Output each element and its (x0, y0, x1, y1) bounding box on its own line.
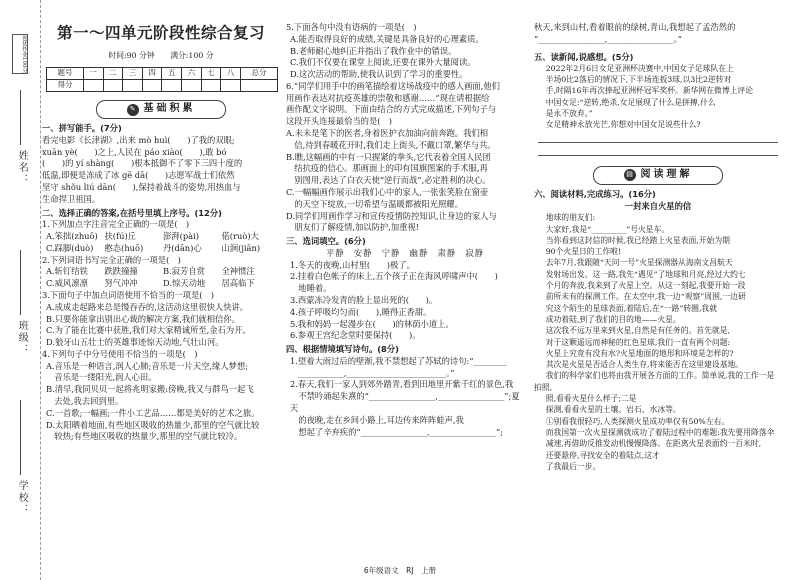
option: D.这次活动的帮助,使我认识到了学习的重要性。 (290, 69, 468, 80)
option: 山涧(jiān) (221, 242, 261, 253)
question-3: 3.下面句子中加点词语使用不恰当的一项是( ) (42, 290, 215, 300)
letter-line: 火星上究竟有没有水?火星地面的地形和环境是怎样的? (545, 348, 734, 358)
score-row (47, 80, 278, 92)
letter-line: 其次是火星是否适合人类生存,将来能否在这里建设基地。 (545, 360, 744, 370)
letter-line: 减速,再借助反推发动机慢慢降落。在距离火星表面约一百米时, (545, 439, 762, 449)
answer-line-1 (538, 130, 778, 143)
question-6-line: D.同学们用画作学习和宣传疫情防控知识,让身边的家人与 (286, 210, 497, 221)
question-2: 2.下列词语书写完全正确的一项是( ) (42, 254, 181, 265)
section-4-title: 四、根据情境填写诗句。(8分) (286, 344, 399, 355)
option: C.威风凛凛 (46, 278, 88, 289)
score-cell (221, 80, 241, 92)
brand-stamp: 创优作业100分 (12, 34, 28, 74)
news-line: 手,时隔16年再次捧起亚洲杯冠军奖杯。新华网在微博上评论 (545, 86, 754, 96)
score-cell (162, 80, 182, 92)
option: B.老师耐心地纠正并指出了我作业中的错误。 (290, 45, 457, 56)
letter-title: 一封来自火星的信 (624, 200, 692, 211)
score-header-cell: 一 (83, 68, 103, 80)
school-label: 学校： (16, 480, 28, 516)
question-6-line: 这段开头连接最恰当的是( ) (286, 116, 393, 127)
name-line (20, 90, 21, 145)
pinyin-line: ( )的 yí shàng( )根本抵御不了零下三四十度的 (42, 158, 243, 169)
letter-line: 个月的奔波,我来到了火星上空。从这一刻起,我要开始一段 (545, 281, 746, 291)
option: C.我们不仅要在课堂上阅读,还要在课外大量阅读。 (290, 57, 476, 68)
question-6-line: 别图用,表达了白衣天使“逆行而战”,必定胜利的决心。 (286, 175, 491, 186)
question-6-line: 的天空下绽放,一切希望与温暖都被阳光照耀。 (286, 198, 463, 209)
question-5: 5.下面各句中没有语病的一项是( ) (286, 22, 417, 32)
question-6-line: B.瞧,这幅画的中有一只握紧的拳头,它代表着全国人民团 (286, 151, 491, 162)
poem-item: 的夜晚,走在乡间小路上,耳边传来阵阵蛙声,我 (290, 414, 464, 425)
score-cell (142, 80, 162, 92)
score-header-cell: 二 (103, 68, 123, 80)
left-column (42, 0, 280, 443)
option-row (42, 266, 280, 278)
option: 去处,我去回到里。 (46, 396, 124, 407)
option: B.只要你能拿出别出心裁的解决方案,我们就相信你。 (46, 313, 240, 324)
section-5-question: 女足精神永放光芒,你想对中国女足说些什么? (545, 119, 701, 129)
question-6 (286, 81, 524, 234)
option: 扶(fú)丘 (104, 231, 136, 242)
fill-item: 2.挂着白色帐子的床上,五个孩子正在海风呼啸声中( ) (290, 271, 498, 282)
score-header-cell: 四 (142, 68, 162, 80)
letter-line: 了我最后一步。 (545, 461, 601, 471)
option: 憨态(huō) (104, 242, 144, 253)
class-label: 班级： (16, 320, 28, 356)
letter-line: 这次我不远万里来到火星,自然是有任务的。首先就是, (545, 326, 730, 336)
letter-line: 究这个陌生的星球表面,着陆后,在“一路”转圈,我就 (545, 303, 718, 313)
pinyin-line: 生命捍卫祖国。 (42, 193, 101, 204)
score-header-cell: 七 (201, 68, 221, 80)
option: 丹(dān)心 (163, 242, 202, 253)
word-bank: 平静 安静 宁静 幽静 肃静 寂静 (325, 247, 485, 258)
news-line: 中国女足:“逆转,绝杀,女足展现了什么是拼搏,什么 (545, 97, 716, 107)
score-header-cell: 八 (221, 68, 241, 80)
exam-meta: 时间:90 分钟 满分:100 分 (108, 51, 214, 60)
letter-line: 大家好,我是“_________”号火星车。 (545, 224, 670, 234)
question-4-options (42, 361, 280, 443)
letter-line: 90个火星日的工作啦! (545, 247, 622, 257)
section-2-title: 二、选择正确的答案,在括号里填上序号。(12分) (42, 207, 222, 218)
question-5-options (286, 34, 524, 81)
binding-strip (0, 0, 41, 580)
score-header-cell: 总分 (240, 68, 277, 80)
banner-label: 阅读理解 (640, 169, 693, 181)
score-header-cell: 三 (123, 68, 143, 80)
answer-line-2 (538, 143, 778, 156)
news-text (534, 63, 782, 118)
question-2-options (42, 266, 280, 290)
option: A.音乐是一种语言,润人心肺;音乐是一片天空,缘人梦想; (46, 360, 249, 371)
question-3-options (42, 302, 280, 349)
option: D.太阳晒着地面,有些地区吸收的热量少,那里的空气就比较 (46, 419, 260, 430)
middle-column (286, 22, 524, 438)
score-header-row (47, 68, 278, 80)
section-1-text (42, 135, 280, 206)
right-column (534, 22, 782, 472)
school-line (20, 400, 21, 475)
option: A.成成走起路来总是慢吞吞的,这活动这里很快人快讲。 (46, 301, 249, 312)
option: 全神惯注 (221, 266, 255, 277)
letter-line: 探测,看看火星的土壤、岩石、水冰等。 (545, 405, 681, 415)
question-4: 4.下列句子中分号使用不恰当的一项是( ) (42, 348, 198, 359)
score-header-cell: 题号 (47, 68, 84, 80)
question-6-line: A.未未是笔下的医者,身着医护衣加油向前奔跑。我们相 (286, 128, 489, 139)
pinyin-line: 看完电影《长津湖》,出来 mò huì( )了我的双眼; (42, 134, 235, 145)
letter-line: 去年7月,我跟随“天问一号”火星探测器从海南文昌航天 (545, 258, 733, 268)
question-6-line: 结抗疫的信心。那画面上的印有国旗图案的手术服,再 (286, 163, 488, 174)
page-title: 第一～四单元阶段性综合复习 (56, 24, 265, 42)
score-cell (240, 80, 277, 92)
letter-line: 成功着陆,到了我们的目的地——火星。 (545, 314, 681, 324)
option: D.狼牙山五壮士的英雄事迹惊天动地,气壮山河。 (46, 337, 224, 348)
fill-item: 地睡着。 (290, 283, 332, 294)
letter-line: 而我国第一次火星探测就成功了着陆过程中的难题:我先要用降落伞 (545, 427, 775, 437)
question-6-line: 用画作表达对抗疫英雄的崇敬和感谢……”现在请根据给 (286, 92, 490, 103)
section-4-items (286, 356, 524, 438)
section-banner-basic (96, 100, 226, 119)
poem-item: ___________,________________________。” (290, 367, 455, 378)
section-5-title: 五、读新闻,说感想。(5分) (534, 51, 634, 62)
pinyin-line: 坚守 shǒu liú dān( ),保持着战斗的姿势,用热血与 (42, 181, 241, 192)
option: C.为了能在比赛中获胜,我们对大家精诚所至,金石为开。 (46, 325, 251, 336)
question-6-line: 画作配文字说明。下面由结合的方式完成描述,下列句子与 (286, 104, 497, 115)
question-6-line: 信,待到春暖花开时,我们走上街头,不戴口罩,繁华与共。 (286, 139, 496, 150)
score-cell (182, 80, 202, 92)
option-row (42, 243, 280, 255)
poem-item: 1.望着大雨过后的壁渐,我不禁想起了苏轼的诗句:“________ (290, 355, 507, 366)
class-line (20, 250, 21, 315)
pinyin-line: 低温,即便是冻成了冰 gē dā( )志愿军战士们依然 (42, 170, 235, 181)
option: A.能否取得良好的成绩,关键是具备良好的心理素质。 (290, 33, 484, 44)
letter-line: 对于这颗遥远而神秘的红色星球,我们一直有两个问题: (545, 337, 731, 347)
section-6-title: 六、阅读材料,完成练习。(16分) (534, 188, 656, 199)
option: 跌跌撞撞 (104, 266, 138, 277)
name-label: 姓名： (16, 150, 28, 186)
option-row (42, 278, 280, 290)
option: 居高临下 (221, 278, 255, 289)
news-line: 半场0比2落后的情况下,下半场连扳3球,以3比2逆转对 (545, 75, 732, 85)
letter-line: 地球的朋友们: (545, 213, 596, 223)
banner-label: 基础积累 (143, 103, 196, 115)
poem-item: 想起了辛弃疾的“________________,________________”; (290, 426, 504, 437)
fill-item: 6.参观王宫纪念堂时要保持( )。 (290, 330, 421, 341)
book-icon: ▤ (624, 169, 636, 181)
section-4-continued (534, 22, 782, 46)
option: D.惊天动地 (163, 278, 206, 289)
letter-line: 前所未有的探测工作。在太空中,我一边“观察”周围,一边研 (545, 292, 746, 302)
news-line: 2022年2月6日女足亚洲杯决赛中,中国女子足球队在上 (545, 64, 734, 74)
question-6-line: 6.“同学们用手中的画笔描绘着这场战疫中的感人画面,他们 (286, 80, 500, 91)
fill-item: 3.西蒙冻冷发青的脸上显出死的( )。 (290, 294, 438, 305)
pinyin-line: xuān yè( )之上,人民在 páo xiào( ),敢 bó (42, 146, 227, 157)
question-6-line: C.一幅幅画作展示出我们心中的家人,一张张笑脸在窗壶 (286, 186, 489, 197)
poem-item: 2.春天,我们一家人到郊外踏青,看到田地里开紫千红的景色,我 (290, 379, 514, 390)
score-cell (103, 80, 123, 92)
question-1: 1.下列加点字注音完全正确的一项是( ) (42, 219, 190, 230)
score-cell (123, 80, 143, 92)
page-footer: 6年级语文 RJ 上册 (363, 566, 437, 575)
letter-line: ①别看我很轻巧,人类探测火星成功率仅有50%左右。 (545, 416, 730, 426)
score-cell (83, 80, 103, 92)
poem-line: “________________,________________。” (534, 33, 683, 44)
section-3-title: 三、选词填空。(6分) (286, 236, 366, 247)
poem-line: 秋天,来到山村,看着眼前的绿树,青山,我想起了孟浩然的 (534, 22, 736, 32)
option: 音乐是一缕阳光,润人心田。 (46, 372, 157, 383)
letter-line: 我们的科学家们也将由我开展各方面的工作。简单说,我的工作一是拍照, (534, 371, 775, 392)
option: A.斩钉结铁 (46, 266, 88, 277)
fill-item: 1.冬天的夜晚,山村里( )极了。 (290, 259, 415, 270)
option: C.一首歌;一幅画;一件小工艺品……都是美好的艺术之旅。 (46, 407, 260, 418)
fill-item: 5.我和妈妈一起漫步在( )的林荫小道上。 (290, 318, 454, 329)
option: B.寂芳自赏 (163, 266, 205, 277)
option: 努气冲冲 (104, 278, 138, 289)
option: 偌(ruò)大 (221, 231, 259, 242)
option: B.清早,我同贝贝一起将兆明家搬:傍晚,我又与群鸟一起飞 (46, 384, 254, 395)
letter-line: 还要悬停,寻找安全的着陆点,这才 (545, 450, 660, 460)
score-table (46, 67, 278, 92)
option: C.踩脚(duò) (46, 242, 94, 253)
letter-line: 发射场出发。这一路,我先“遇见”了地球和月亮,经过大约七 (545, 269, 746, 279)
score-header-cell: 六 (182, 68, 202, 80)
option: 澎湃(pài) (163, 231, 199, 242)
fill-item: 4.孩子呼吸均匀而( ),睡得正香甜。 (290, 306, 432, 317)
option: A.笨拙(zhuō) (46, 231, 98, 242)
question-6-line: 朋友们了解疫情,加以防护,加重视! (286, 222, 420, 233)
score-row-label: 得分 (47, 80, 84, 92)
option-row (42, 231, 280, 243)
question-1-options (42, 231, 280, 255)
section-3-items (286, 260, 524, 342)
letter-body (534, 212, 782, 472)
section-1-title: 一、拼写能手。(7分) (42, 123, 122, 134)
letter-line: 照,看看火星什么样子;二是 (545, 394, 637, 404)
pencil-icon: ✎ (127, 104, 139, 116)
section-banner-reading (593, 166, 723, 185)
score-header-cell: 五 (162, 68, 182, 80)
news-line: 是永不放弃。” (545, 108, 593, 118)
option: 较热;有些地区吸收的热量少,那里的空气就比较冷。 (46, 431, 243, 442)
letter-line: 当你看到这封信的时候,我已经踏上火星表面,开始为期 (545, 235, 730, 245)
poem-item: 不禁吟诵起朱熹的“________________,________________”;夏天 (290, 391, 520, 413)
score-cell (201, 80, 221, 92)
